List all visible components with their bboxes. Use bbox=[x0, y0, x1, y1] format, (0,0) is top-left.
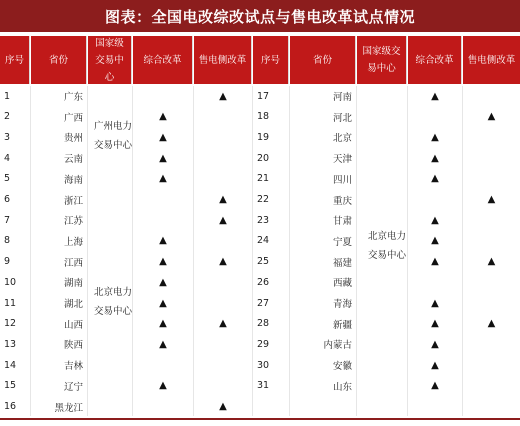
comprehensive-reform-mark-right: ▲ bbox=[431, 359, 439, 371]
retail-reform-mark-left: ▲ bbox=[219, 401, 227, 412]
comprehensive-reform-mark-left: ▲ bbox=[159, 256, 167, 268]
table-bottom-border bbox=[0, 418, 520, 420]
comprehensive-reform-mark-right: ▲ bbox=[431, 380, 439, 392]
row-number-right: 30 bbox=[257, 359, 270, 371]
province-left: 云南 bbox=[63, 154, 83, 166]
header-comp-right: 综合改革 bbox=[408, 36, 462, 84]
column-divider bbox=[252, 86, 253, 416]
column-divider bbox=[87, 86, 88, 416]
province-right: 西藏 bbox=[332, 278, 352, 290]
retail-reform-mark-left: ▲ bbox=[219, 256, 227, 268]
comprehensive-reform-mark-left: ▲ bbox=[159, 235, 167, 247]
province-right: 内蒙古 bbox=[323, 340, 352, 352]
comprehensive-reform-mark-left: ▲ bbox=[159, 318, 167, 330]
province-left: 广东 bbox=[63, 92, 83, 103]
comprehensive-reform-mark-left: ▲ bbox=[159, 152, 167, 164]
comprehensive-reform-mark-right: ▲ bbox=[431, 152, 439, 164]
row-number-right: 22 bbox=[257, 194, 270, 205]
retail-reform-mark-right: ▲ bbox=[487, 194, 496, 205]
row-number-right: 21 bbox=[257, 173, 270, 185]
row-number-right: 27 bbox=[257, 297, 270, 309]
comprehensive-reform-mark-left: ▲ bbox=[159, 380, 167, 392]
comprehensive-reform-mark-left: ▲ bbox=[159, 338, 167, 350]
row-number-right: 25 bbox=[257, 256, 270, 268]
comprehensive-reform-mark-left: ▲ bbox=[159, 111, 167, 123]
column-divider bbox=[462, 86, 463, 416]
province-left: 海南 bbox=[63, 174, 83, 186]
province-right: 北京 bbox=[332, 133, 352, 145]
province-right: 宁夏 bbox=[332, 236, 352, 248]
row-number-left: 2 bbox=[4, 111, 11, 123]
row-number-right: 24 bbox=[257, 235, 270, 247]
province-left: 江西 bbox=[63, 257, 83, 269]
province-left: 湖北 bbox=[63, 299, 83, 310]
province-right: 甘肃 bbox=[332, 216, 352, 228]
row-number-left: 6 bbox=[4, 194, 11, 205]
row-number-right: 31 bbox=[257, 380, 270, 392]
province-left: 陕西 bbox=[63, 340, 83, 352]
comprehensive-reform-mark-right: ▲ bbox=[431, 90, 439, 102]
province-left: 浙江 bbox=[63, 195, 83, 207]
row-number-right: 19 bbox=[257, 131, 270, 143]
comprehensive-reform-mark-right: ▲ bbox=[431, 256, 439, 268]
header-center-left: 国家级交易中心 bbox=[88, 36, 132, 84]
province-right: 福建 bbox=[332, 257, 352, 269]
province-left: 上海 bbox=[63, 236, 83, 248]
province-right: 河南 bbox=[332, 92, 352, 103]
header-sell-right: 售电侧改革 bbox=[463, 36, 520, 84]
retail-reform-mark-left: ▲ bbox=[219, 194, 227, 205]
row-number-left: 12 bbox=[4, 318, 17, 330]
province-left: 黑龙江 bbox=[54, 402, 83, 414]
comprehensive-reform-mark-right: ▲ bbox=[431, 214, 439, 226]
row-number-right: 17 bbox=[257, 90, 270, 102]
row-number-left: 16 bbox=[4, 401, 17, 412]
table-header bbox=[0, 36, 520, 84]
province-right: 四川 bbox=[332, 174, 352, 186]
province-right: 重庆 bbox=[332, 195, 352, 207]
header-sell-left: 售电侧改革 bbox=[194, 36, 252, 84]
row-number-right: 20 bbox=[257, 152, 270, 164]
comprehensive-reform-mark-right: ▲ bbox=[431, 131, 439, 143]
center-beijing-right: 北京电力交易中心 bbox=[368, 231, 407, 261]
header-no-left: 序号 bbox=[0, 36, 30, 84]
row-number-left: 5 bbox=[4, 173, 11, 185]
row-number-left: 13 bbox=[4, 338, 17, 350]
row-number-left: 1 bbox=[4, 90, 11, 102]
comprehensive-reform-mark-left: ▲ bbox=[159, 173, 167, 185]
row-number-left: 11 bbox=[4, 297, 17, 309]
province-left: 贵州 bbox=[63, 133, 83, 145]
province-right: 天津 bbox=[332, 154, 352, 166]
province-right: 安徽 bbox=[332, 361, 352, 373]
row-number-right: 29 bbox=[257, 338, 270, 350]
province-left: 山西 bbox=[63, 319, 83, 331]
row-number-left: 3 bbox=[4, 131, 11, 143]
retail-reform-mark-left: ▲ bbox=[219, 318, 227, 330]
comprehensive-reform-mark-right: ▲ bbox=[431, 318, 439, 330]
retail-reform-mark-right: ▲ bbox=[487, 256, 496, 268]
header-center-right: 国家级交易中心 bbox=[357, 36, 407, 84]
retail-reform-mark-left: ▲ bbox=[219, 90, 227, 102]
province-left: 吉林 bbox=[63, 361, 83, 373]
column-divider bbox=[289, 86, 290, 416]
row-number-left: 7 bbox=[4, 214, 11, 226]
province-left: 辽宁 bbox=[63, 381, 83, 393]
retail-reform-mark-right: ▲ bbox=[487, 318, 496, 330]
row-number-right: 26 bbox=[257, 276, 270, 288]
row-number-left: 4 bbox=[4, 152, 11, 164]
row-number-right: 23 bbox=[257, 214, 270, 226]
header-province-left: 省份 bbox=[31, 36, 87, 84]
province-left: 广西 bbox=[63, 112, 83, 124]
comprehensive-reform-mark-left: ▲ bbox=[159, 131, 167, 143]
table-title: 图表：全国电改综改试点与售电改革试点情况 bbox=[0, 0, 520, 32]
province-left: 江苏 bbox=[63, 216, 83, 228]
comprehensive-reform-mark-right: ▲ bbox=[431, 173, 439, 185]
comprehensive-reform-mark-left: ▲ bbox=[159, 297, 167, 309]
center-guangzhou: 广州电力交易中心 bbox=[94, 121, 133, 151]
row-number-left: 9 bbox=[4, 256, 11, 268]
province-left: 湖南 bbox=[63, 278, 83, 290]
comprehensive-reform-mark-right: ▲ bbox=[431, 297, 439, 309]
header-province-right: 省份 bbox=[290, 36, 356, 84]
retail-reform-mark-right: ▲ bbox=[487, 111, 496, 123]
province-right: 青海 bbox=[332, 299, 352, 310]
row-number-left: 10 bbox=[4, 276, 17, 288]
row-number-left: 8 bbox=[4, 235, 11, 247]
comprehensive-reform-mark-right: ▲ bbox=[431, 235, 439, 247]
comprehensive-reform-mark-right: ▲ bbox=[431, 338, 439, 350]
center-beijing-left: 北京电力交易中心 bbox=[94, 287, 133, 317]
row-number-left: 15 bbox=[4, 380, 17, 392]
retail-reform-mark-left: ▲ bbox=[219, 214, 227, 226]
comprehensive-reform-mark-left: ▲ bbox=[159, 276, 167, 288]
row-number-right: 28 bbox=[257, 318, 270, 330]
column-divider bbox=[193, 86, 194, 416]
column-divider bbox=[30, 86, 31, 416]
row-number-right: 18 bbox=[257, 111, 270, 123]
province-right: 河北 bbox=[332, 112, 352, 124]
header-comp-left: 综合改革 bbox=[133, 36, 193, 84]
province-right: 新疆 bbox=[332, 319, 352, 331]
province-right: 山东 bbox=[332, 381, 352, 393]
header-no-right: 序号 bbox=[253, 36, 289, 84]
row-number-left: 14 bbox=[4, 359, 17, 371]
column-divider bbox=[356, 86, 357, 416]
